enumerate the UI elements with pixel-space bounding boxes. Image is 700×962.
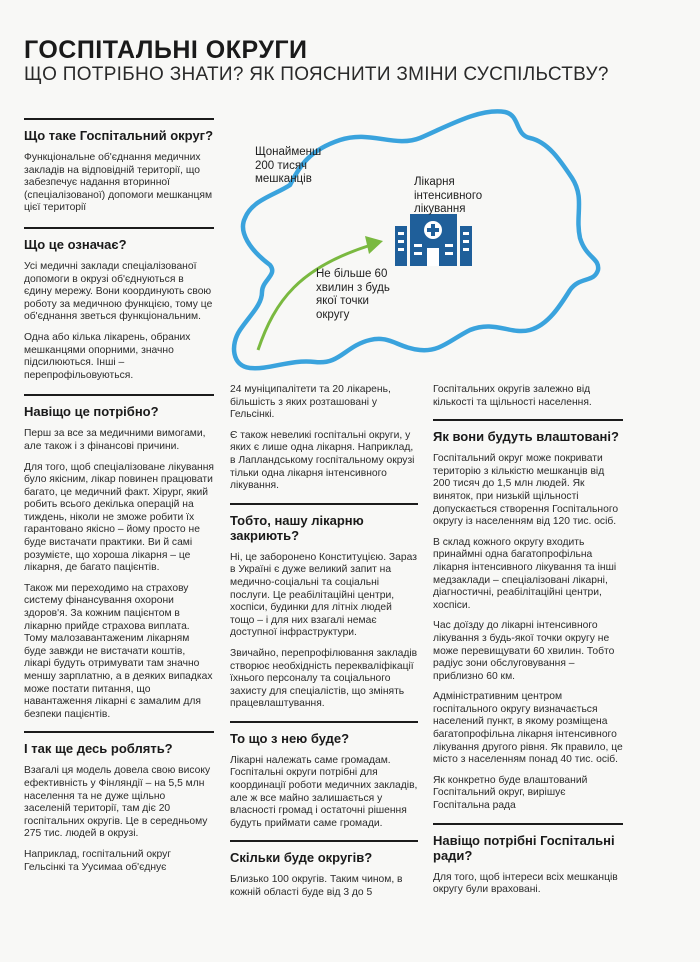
heading-what-it-means: Що це означає? — [24, 236, 127, 252]
heading-done-elsewhere: І так ще десь роблять? — [24, 741, 173, 757]
paragraph: Близько 100 округів. Таким чином, в кожній області буде від 3 до 5 — [230, 874, 403, 899]
column-2 — [230, 384, 418, 908]
heading-how-organized: Як вони будуть влаштовані? — [433, 429, 619, 445]
map-label-distance: Не більше 60 хвилин з будь якої точки округу — [316, 268, 390, 321]
paragraph: Перш за все за медичними вимогами, але також і з фінансові причини. — [24, 428, 206, 452]
heading-what-happens: То що з нею буде? — [230, 730, 350, 746]
arrow-head — [365, 236, 383, 254]
paragraph: Для того, щоб спеціалізоване лікування було якісним, лікар повинен працювати багато, це медичний факт. Хірург, який робить всього декілька операцій на тиждень, ніколи не зможе робити їх гарантовано якісно – йому просто не буде вистачати практики. Ви й самі розумієте, що хороша лікарня – це лікарня, де багато пацієнтів. — [24, 461, 215, 574]
heading-why-councils: Навіщо потрібні Госпітальні ради? — [433, 832, 615, 863]
map-label-population: Щонайменш 200 тисяч мешканців — [255, 146, 322, 185]
paragraph: Функціональне об'єднання медичних закладів на відповідній території, що забезпечує надання вторинної (спеціалізованої) допомоги мешканцям цієї території — [24, 152, 213, 214]
divider — [230, 721, 418, 723]
paragraph: Для того, щоб інтереси всіх мешканців округу були враховані. — [433, 871, 618, 896]
heading-how-many: Скільки буде округів? — [230, 850, 373, 866]
paragraph: Одна або кілька лікарень, обраних мешканцями опорними, значно підсилюються. Інші – перепрофільовуються. — [24, 331, 191, 381]
column-3 — [433, 384, 623, 905]
page-title: ГОСПІТАЛЬНІ ОКРУГИ — [24, 36, 308, 64]
heading-will-close: Тобто, нашу лікарню закриють? — [230, 512, 364, 543]
paragraph: Лікарні належать саме громадам. Госпітальні округи потрібні для координації роботи медичних закладів, але ж все майно залишається у власності громад і остаточні рішення будуть приймати саме громади. — [230, 754, 418, 829]
paragraph: Ні, це заборонено Конституцією. Зараз в Україні є дуже великий запит на медично-соціальні та соціальні послуги. Це реабілітаційні центри, хоспіси, будинки для літніх людей тощо – і для них взагалі немає доступної інфраструктури. — [230, 551, 417, 639]
paragraph: Госпітальний округ може покривати територію з кількістю мешканців від 200 тисяч до 1,5 млн людей. Як виняток, при низькій щільності допускається створення Госпітального округу із населенням від 120 тис. осіб. — [433, 453, 619, 528]
divider — [24, 227, 214, 229]
paragraph: 24 муніципалітети та 20 лікарень, більшість з яких розташовані у Гельсінкі. — [230, 384, 391, 421]
paragraph: Звичайно, перепрофілювання закладів створює необхідність перекваліфікації їхнього персоналу та соціального захисту для спеціалістів, що змінять працевлаштування. — [230, 647, 418, 710]
paragraph: В склад кожного округу входить принаймні одна багатопрофільна лікарня інтенсивного лікування та інші медзаклади – спеціалізовані лікарні, діагностичні, реабілітаційні центри, хоспіси. — [433, 536, 617, 611]
divider — [230, 840, 418, 842]
heading-why-needed: Навіщо це потрібно? — [24, 404, 159, 420]
divider — [24, 731, 214, 733]
paragraph: Наприклад, госпітальний округ Гельсінкі та Уусимаа об'єднує — [24, 848, 172, 873]
page-subtitle: ЩО ПОТРІБНО ЗНАТИ? ЯК ПОЯСНИТИ ЗМІНИ СУСПІЛЬСТВУ? — [24, 64, 609, 85]
divider — [24, 118, 214, 120]
divider — [433, 823, 623, 825]
map-label-hospital: Лікарня інтенсивного лікування — [414, 176, 483, 215]
paragraph: Госпітальних округів залежно від кількості та щільності населення. — [433, 384, 592, 408]
heading-what-is-district: Що таке Госпітальний округ? — [24, 128, 214, 143]
paragraph: Усі медичні заклади спеціалізованої допомоги в окрузі об'єднуються в єдину мережу. Вони координують свою роботу за медичною функцією, тому це об'єднання зветься функціональним. — [24, 260, 213, 323]
divider — [24, 394, 214, 396]
paragraph: Є також невеликі госпітальні округи, у яких є лише одна лікарня. Наприклад, в Лапландському госпітальному окрузі тільки одна лікарня інтенсивного лікування. — [230, 429, 415, 492]
hospital-building-icon — [395, 214, 472, 266]
divider — [230, 503, 418, 505]
paragraph: Адміністративним центром госпітального округу визначається населений пункт, в якому розміщена багатопрофільна лікарня інтенсивного лікування другого рівня. Як правило, це місто з населенням понад 40 тис. осіб. — [433, 691, 623, 766]
paragraph: Взагалі ця модель довела свою високу ефективність у Фінляндії – на 5,5 млн населення та не дуже щільно заселеній території, там діє 20 госпітальних округів. Це в середньому 275 тис. людей в окрузі. — [24, 765, 211, 840]
divider — [433, 419, 623, 421]
paragraph: Також ми переходимо на страхову систему фінансування охорони здоров'я. За кожним пацієнтом в лікарню прийде страхова виплата. Тому малозавантаженим лікарням буде завжди не вистачати коштів, лікарі будуть отримувати там значно меншу зарплатню, а в деяких випадках може постати питання, що навантаження лікарні є замалим для безпеки пацієнтів. — [24, 582, 213, 720]
column-1 — [24, 118, 214, 882]
paragraph: Як конкретно буде влаштований Госпітальний округ, вирішує Госпітальна рада — [433, 774, 588, 812]
paragraph: Час доїзду до лікарні інтенсивного лікування з будь-якої точки округу не може перевищувати 60 хвилин. Тобто радіус зони обслуговування – приблизно 60 км. — [433, 620, 615, 682]
